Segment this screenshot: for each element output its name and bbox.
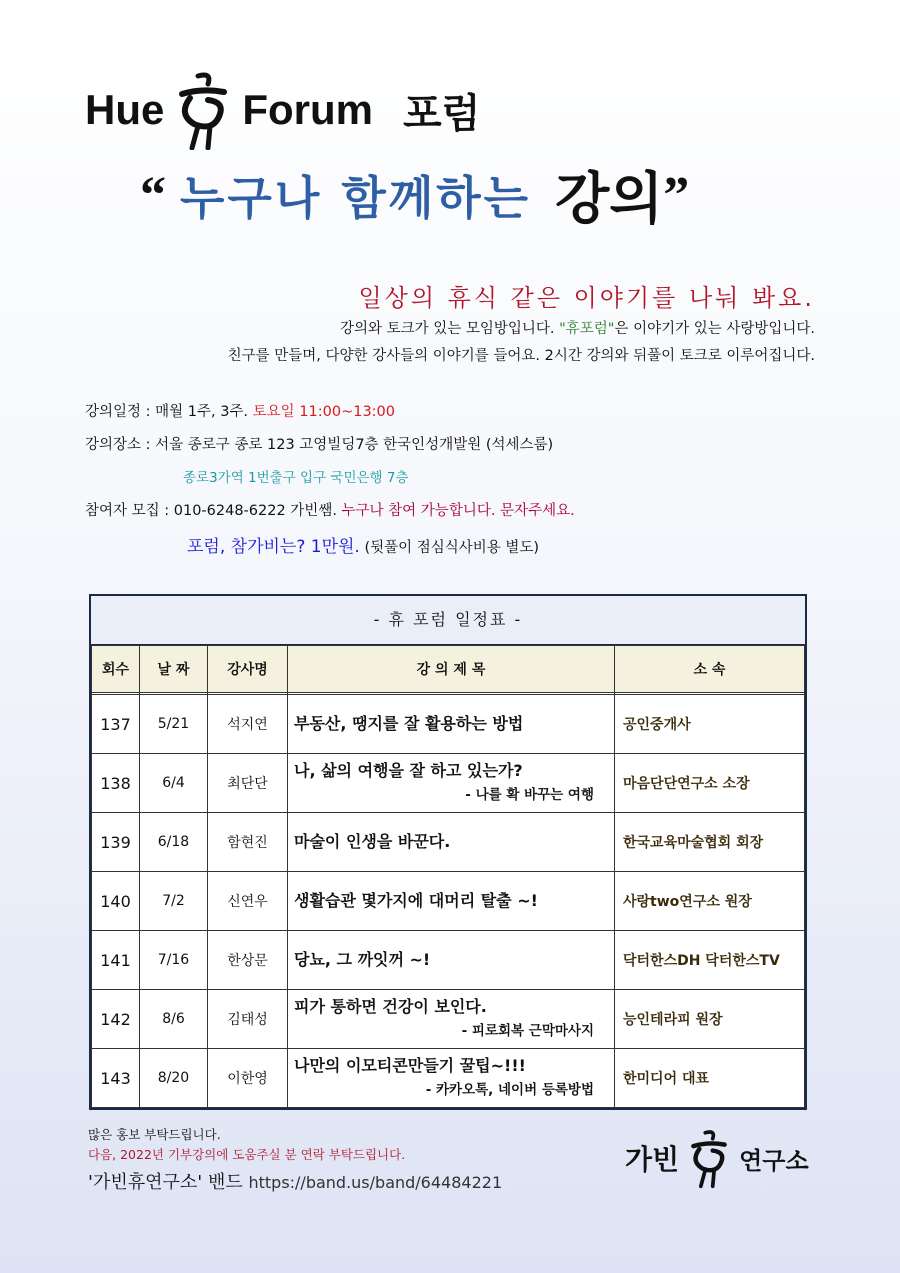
row-title-cell	[288, 931, 615, 990]
recruit-note: 누구나 참여 가능합니다. 문자주세요.	[341, 503, 575, 519]
row-affiliation: 닥터한스DH 닥터한스TV	[615, 931, 805, 990]
schedule-grid	[91, 645, 805, 1108]
close-quote: ”	[663, 166, 690, 224]
row-title: 마술이 인생을 바꾼다.	[294, 832, 451, 851]
row-title: 나만의 이모티콘만들기 꿀팁~!!!	[294, 1056, 526, 1075]
header-hue-word: Hue	[85, 86, 165, 133]
place-info: 강의장소 : 서울 종로구 종로 123 고영빌딩7층 한국인성개발원 (석세스룸)	[85, 437, 554, 453]
fee-main: 포럼, 참가비는? 1만원.	[187, 537, 360, 557]
row-subtitle: - 피로회복 근막마사지	[461, 1023, 594, 1039]
fee-info	[187, 532, 539, 557]
schedule-info	[85, 400, 395, 421]
row-date: 5/21	[140, 695, 208, 754]
intro-highlight: "휴포럼"	[559, 321, 615, 337]
row-date: 8/6	[140, 990, 208, 1049]
row-affiliation: 공인중개사	[615, 695, 805, 754]
schedule-label: 강의일정 : 매월 1주, 3주.	[85, 404, 253, 420]
col-header-date: 날 짜	[140, 646, 208, 693]
intro-line-1-b: 은 이야기가 있는 사랑방입니다.	[614, 321, 815, 337]
row-subtitle: - 나를 확 바꾸는 여행	[465, 787, 594, 803]
row-speaker: 김태성	[208, 990, 288, 1049]
row-title-cell	[288, 1049, 615, 1108]
brand-right: 연구소	[739, 1146, 809, 1175]
row-date: 6/4	[140, 754, 208, 813]
row-speaker: 한상문	[208, 931, 288, 990]
row-title: 생활습관 몇가지에 대머리 탈출 ~!	[294, 891, 538, 910]
fee-note: (뒷풀이 점심식사비용 별도)	[359, 540, 540, 556]
row-number: 143	[92, 1049, 140, 1108]
row-affiliation: 마음단단연구소 소장	[615, 754, 805, 813]
row-title: 당뇨, 그 까잇꺼 ~!	[294, 950, 431, 969]
recruit-label: 참여자 모집 : 010-6248-6222 가빈쌤.	[85, 503, 342, 519]
headline-emphasis: 강의	[555, 167, 664, 232]
band-label: '가빈휴연구소' 밴드	[88, 1172, 243, 1193]
row-title: 부동산, 땡지를 잘 활용하는 방법	[294, 714, 524, 733]
row-affiliation: 사랑two연구소 원장	[615, 872, 805, 931]
brand-logo	[625, 1118, 809, 1198]
table-row	[92, 813, 805, 872]
row-title: 나, 삶의 여행을 잘 하고 있는가?	[294, 761, 523, 780]
col-header-no: 회수	[92, 646, 140, 693]
hue-logo-icon	[683, 1126, 735, 1190]
footer-donation-request: 다음, 2022년 기부강의에 도움주실 분 연락 부탁드립니다.	[88, 1147, 406, 1162]
schedule-time: 토요일 11:00~13:00	[252, 404, 396, 420]
row-title-cell	[288, 695, 615, 754]
table-row	[92, 695, 805, 754]
header-forum-word: Forum	[242, 86, 374, 133]
row-title-cell	[288, 754, 615, 813]
directions: 종로3가역 1번출구 입구 국민은행 7층	[183, 470, 409, 486]
table-row	[92, 1049, 805, 1108]
headline-text: 누구나 함께하는	[180, 171, 532, 225]
band-link[interactable]: https://band.us/band/64484221	[248, 1173, 503, 1192]
tagline: 일상의 휴식 같은 이야기를 나눠 봐요.	[358, 284, 815, 312]
intro-line-1	[340, 317, 815, 338]
row-date: 7/2	[140, 872, 208, 931]
forum-header	[85, 78, 480, 142]
table-header-row	[92, 646, 805, 693]
row-number: 140	[92, 872, 140, 931]
headline	[140, 150, 780, 240]
row-date: 7/16	[140, 931, 208, 990]
row-date: 8/20	[140, 1049, 208, 1108]
row-speaker: 석지연	[208, 695, 288, 754]
schedule-table	[89, 594, 807, 1110]
row-affiliation: 능인테라피 원장	[615, 990, 805, 1049]
row-affiliation: 한미디어 대표	[615, 1049, 805, 1108]
row-speaker: 이한영	[208, 1049, 288, 1108]
col-header-speaker: 강사명	[208, 646, 288, 693]
row-speaker: 신연우	[208, 872, 288, 931]
table-row	[92, 754, 805, 813]
row-date: 6/18	[140, 813, 208, 872]
table-row	[92, 872, 805, 931]
row-number: 142	[92, 990, 140, 1049]
row-speaker: 최단단	[208, 754, 288, 813]
row-title-cell	[288, 813, 615, 872]
row-number: 141	[92, 931, 140, 990]
table-row	[92, 990, 805, 1049]
col-header-affiliation: 소 속	[615, 646, 805, 693]
row-subtitle: - 카카오톡, 네이버 등록방법	[425, 1082, 594, 1098]
row-number: 137	[92, 695, 140, 754]
row-speaker: 함현진	[208, 813, 288, 872]
row-affiliation: 한국교육마술협회 회장	[615, 813, 805, 872]
header-forum-korean: 포럼	[403, 90, 481, 137]
open-quote: “	[140, 166, 166, 224]
row-title-cell	[288, 990, 615, 1049]
intro-line-2: 친구를 만들며, 다양한 강사들의 이야기를 들어요. 2시간 강의와 뒤풀이 토크로 이루어집니다.	[227, 348, 815, 364]
table-row	[92, 931, 805, 990]
intro-line-1-a: 강의와 토크가 있는 모임방입니다.	[339, 321, 560, 337]
brand-left: 가빈	[625, 1143, 680, 1176]
row-number: 138	[92, 754, 140, 813]
schedule-title: - 휴 포럼 일정표 -	[91, 596, 805, 645]
hue-logo-icon	[168, 70, 238, 150]
footer-promo: 많은 홍보 부탁드립니다.	[88, 1127, 221, 1142]
col-header-title: 강 의 제 목	[288, 646, 615, 693]
footer-band	[88, 1168, 502, 1194]
recruit-info	[85, 499, 575, 520]
row-title: 피가 통하면 건강이 보인다.	[294, 997, 487, 1016]
row-title-cell	[288, 872, 615, 931]
row-number: 139	[92, 813, 140, 872]
